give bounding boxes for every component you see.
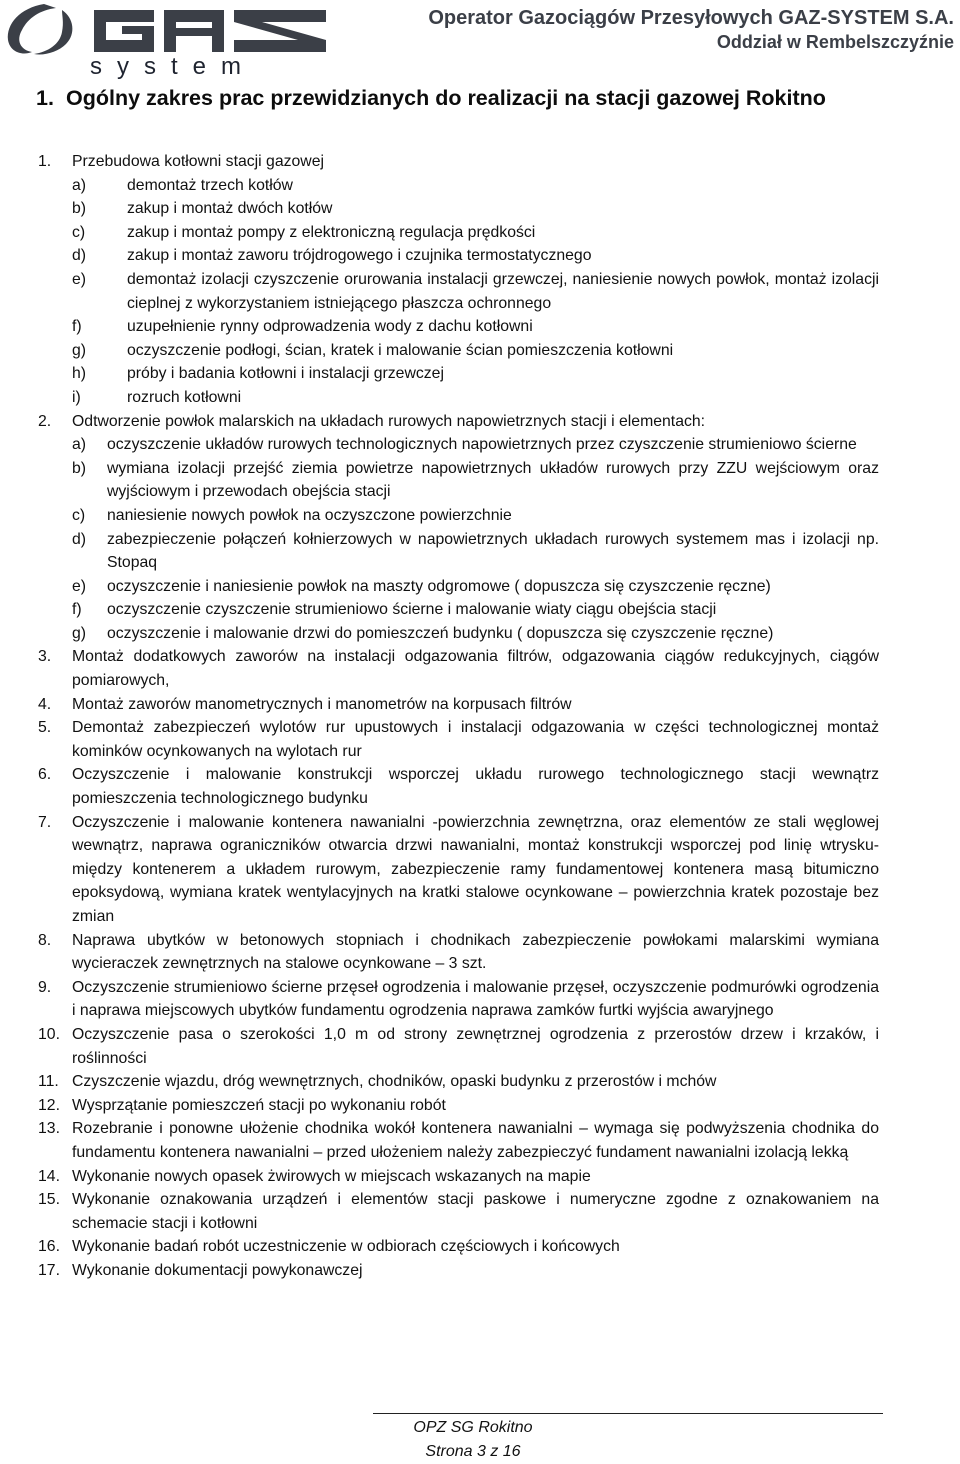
item-number: 2. [38,412,52,430]
list-item: 13. Rozebranie i ponowne ułożenie chodnika wokół kontenera nawanialni – wymaga się podwyższenia chodnika do fundamentu kontenera nawanialni – przed ułożeniem należy zabezpieczyć fundament nawanialni izolacją lekką [38,1120,879,1161]
list-item: 6. Oczyszczenie i malowanie konstrukcji wsporczej układu rurowego technologicznego stacji wewnątrz pomieszczenia technologicznego budynku [38,766,879,808]
list-item: 11. Czyszczenie wjazdu, dróg wewnętrznych, chodników, opaski budynku z przerostów i mchów [38,1073,717,1091]
company-line-2: Oddział w Rembelszczyźnie [716,32,954,52]
sub-item: g) oczyszczenie podłogi, ścian, kratek i malowanie ścian pomieszczenia kotłowni [72,341,674,359]
list-item: 12. Wysprzątanie pomieszczeń stacji po wykonaniu robót [38,1096,446,1114]
heading-text: Ogólny zakres prac przewidzianych do realizacji na stacji gazowej Rokitno [66,86,826,110]
list-item: 3. Montaż dodatkowych zaworów na instalacji odgazowania filtrów, odgazowania ciągów redukcyjnych, ciągów pomiarowych, [38,648,879,690]
company-name [428,6,954,54]
sub-item: f) uzupełnienie rynny odprowadzenia wody z dachu kotłowni [72,318,533,336]
sub-item: f) oczyszczenie czyszczenie strumieniowo ścierne i malowanie wiaty ciągu obejścia stacji [72,601,717,619]
item-text: Przebudowa kotłowni stacji gazowej [72,153,325,170]
sub-item: d) zabezpieczenie połączeń kołnierzowych w napowietrznych układach rurowych systemem mas i izolacji np. Stopaq [72,530,879,572]
sub-item: e) oczyszczenie i naniesienie powłok na maszty odgromowe ( dopuszcza się czyszczenie ręczne) [72,577,771,595]
list-item: 9. Oczyszczenie strumieniowo ścierne przęseł ogrodzenia i malowanie przęseł, oczyszczenie podmurówki ogrodzenia i naprawa miejscowych ubytków fundamentu ogrodzenia naprawa zamków furtki wyjścia awaryjnego [38,978,879,1020]
sub-item: b) zakup i montaż dwóch kotłów [72,200,333,218]
heading-number: 1. [36,86,54,110]
list-item: 8. Naprawa ubytków w betonowych stopniach i chodnikach zabezpieczenie powłokami malarskimi wymiana wycieraczek zewnętrznych na stalowe ocynkowane – 3 szt. [38,931,879,973]
sub-item: b) wymiana izolacji przejść ziemia powietrze napowietrznych układów rurowych przy ZZU wejściowym oraz wyjściowym i przewodach obejścia stacji [72,459,879,501]
list-item: 5. Demontaż zabezpieczeń wylotów rur upustowych i instalacji odgazowania w części technologicznej montaż kominków ocynkowanych na wylotach rur [38,719,879,760]
sub-item: i) rozruch kotłowni [72,388,242,406]
list-item: 17. Wykonanie dokumentacji powykonawczej [38,1261,363,1279]
sub-item: g) oczyszczenie i malowanie drzwi do pomieszczeń budynku ( dopuszcza się czyszczenie ręczne) [72,624,774,642]
list-item [0,150,879,410]
item-number: 1. [38,153,52,170]
gaz-logo-icon [4,2,334,58]
footer-doc-id: OPZ SG Rokitno [413,1419,533,1436]
item-text: Odtworzenie powłok malarskich na układach rurowych napowietrznych stacji i elementach: [72,412,706,430]
work-scope-list [0,150,960,1283]
list-item: 16. Wykonanie badań robót uczestniczenie w odbiorach częściowych i końcowych [38,1238,620,1256]
document-heading [36,82,896,114]
page-number: Strona 3 z 16 [425,1443,521,1460]
page-footer [373,1416,573,1464]
list-item: 4. Montaż zaworów manometrycznych i manometrów na korpusach filtrów [38,695,572,713]
sub-item: h) próby i badania kotłowni i instalacji grzewczej [72,365,444,383]
list-item [0,410,879,646]
sub-item: a) demontaż trzech kotłów [72,176,293,194]
page-header [0,0,960,78]
list-item: 15. Wykonanie oznakowania urządzeń i elementów stacji paskowe i numeryczne zgodne z oznakowaniem na schemacie stacji i kotłowni [38,1191,879,1232]
gaz-system-logo [4,2,334,78]
list-item: 14. Wykonanie nowych opasek żwirowych w miejscach wskazanych na mapie [38,1167,591,1185]
list-item: 10. Oczyszczenie pasa o szerokości 1,0 m od strony zewnętrznej ogrodzenia z przerostów drzew i krzaków, i roślinności [38,1025,879,1067]
sub-item: c) naniesienie nowych powłok na oczyszczone powierzchnie [72,506,512,524]
sub-item: a) oczyszczenie układów rurowych technologicznych napowietrznych przez czyszczenie strumieniowo ścierne [72,436,857,454]
list-item: 7. Oczyszczenie i malowanie kontenera nawanialni -powierzchnia zewnętrzna, oraz elementów ze stali węglowej wewnątrz, naprawa ograniczników otwarcia drzwi nawanialni, montaż konstrukcji wsporczej pod linię wtrysku- między kontenerem a układem rurowym, zabezpieczenie ramy fundamentowej kontenera masą bitumiczno epoksydową, wymiana kratek wentylacyjnych na kratki stalowe ocynkowane – powierzchnia kratek pozostaje bez zmian [38,813,879,925]
sub-item: d) zakup i montaż zaworu trójdrogowego i czujnika termostatycznego [72,247,592,265]
footer-divider [373,1413,883,1414]
sub-item: c) zakup i montaż pompy z elektroniczną regulacja prędkości [72,223,536,241]
sub-item: e) demontaż izolacji czyszczenie orurowania instalacji grzewczej, naniesienie nowych powłok, montaż izolacji cieplnej z wykorzystaniem istniejącego płaszcza ochronnego [72,270,879,312]
logo-word: system [90,53,257,80]
company-line-1: Operator Gazociągów Przesyłowych GAZ-SYSTEM S.A. [428,7,954,29]
